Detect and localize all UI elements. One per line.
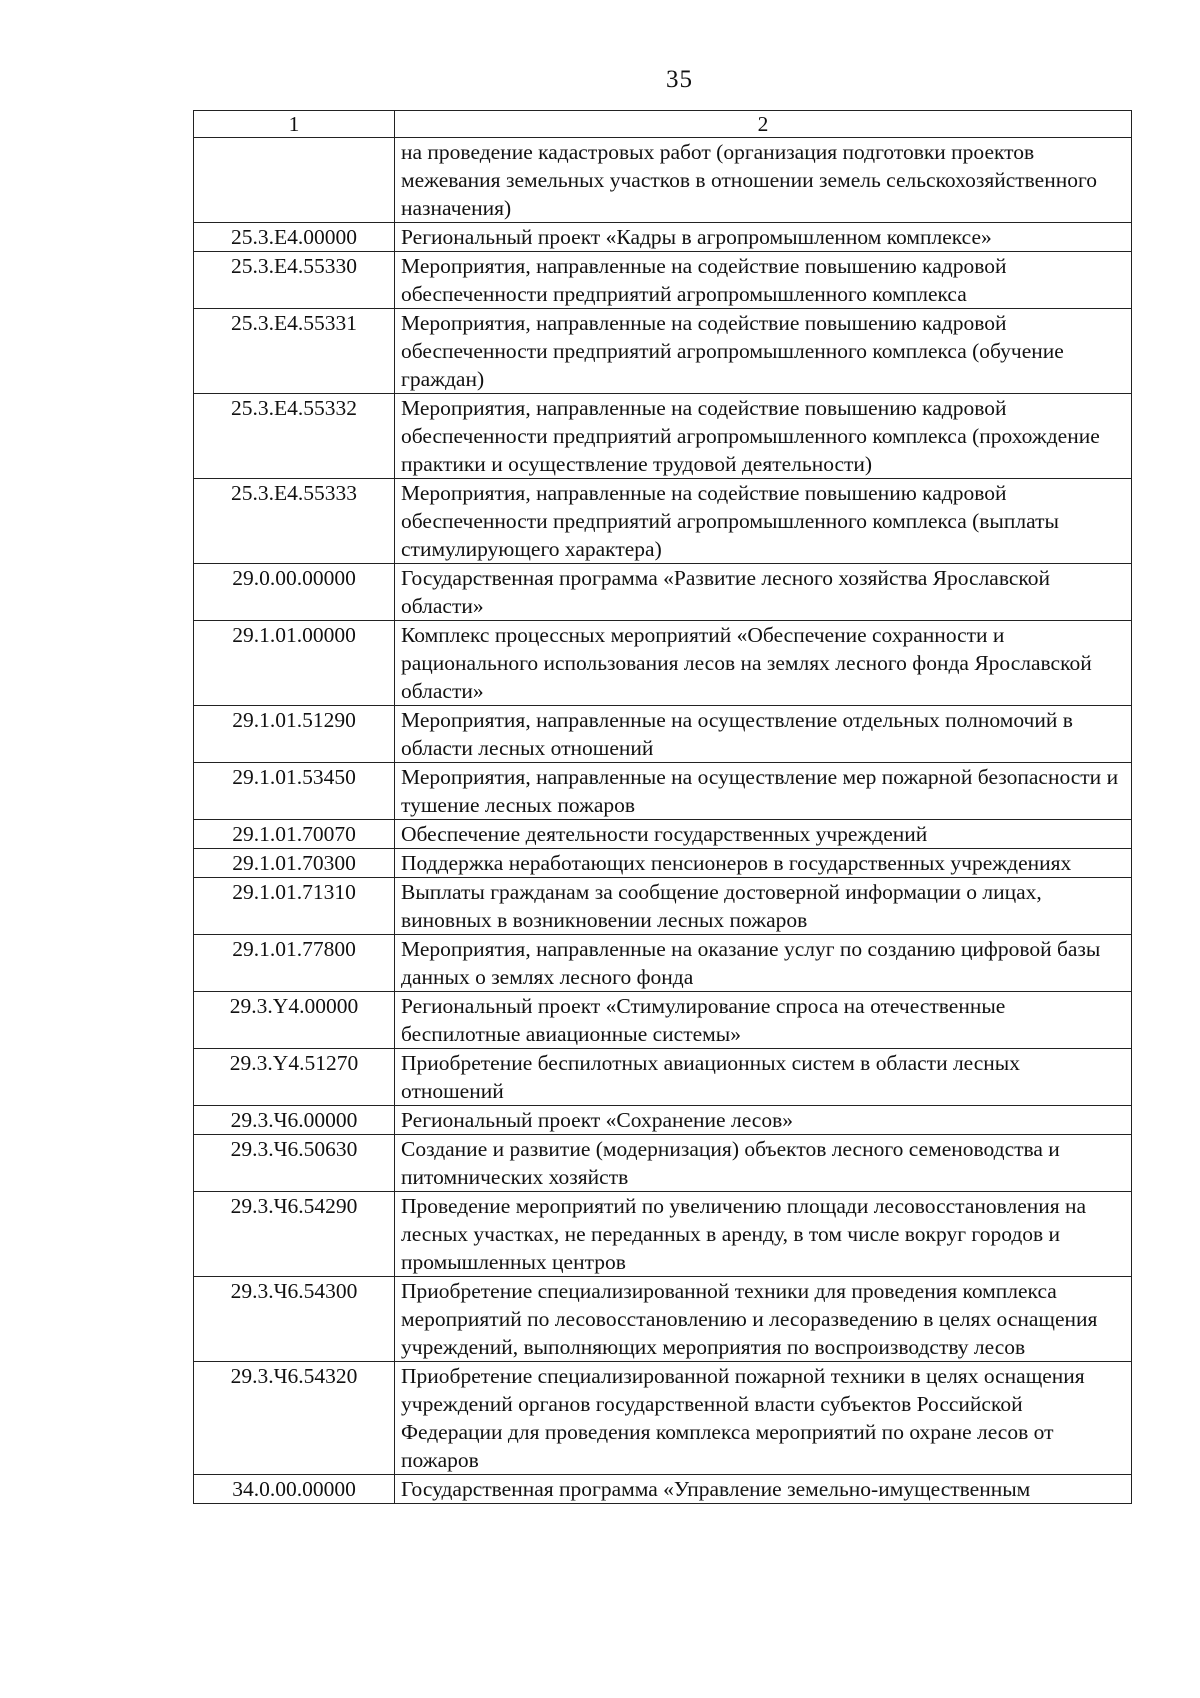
- target-code-cell: 29.1.01.51290: [194, 706, 395, 763]
- target-name-cell: Приобретение специализированной пожарной техники в целях оснащения учреждений органов государственной власти субъектов Российской Федерации для проведения комплекса мероприятий по охране лесов от пожаров: [395, 1362, 1132, 1475]
- table-body: [194, 138, 1132, 1504]
- target-code-cell: 29.3.Ч6.54300: [194, 1277, 395, 1362]
- table-row: [194, 1277, 1132, 1362]
- target-name-cell: Обеспечение деятельности государственных учреждений: [395, 820, 1132, 849]
- target-code-cell: 29.1.01.71310: [194, 878, 395, 935]
- table-row: [194, 706, 1132, 763]
- target-name-cell: Проведение мероприятий по увеличению площади лесовосстановления на лесных участках, не переданных в аренду, в том числе вокруг городов и промышленных центров: [395, 1192, 1132, 1277]
- page-number: 35: [666, 66, 693, 93]
- target-name-cell: на проведение кадастровых работ (организация подготовки проектов межевания земельных участков в отношении земель сельскохозяйственного назначения): [395, 138, 1132, 223]
- table-row: [194, 252, 1132, 309]
- target-name-cell: Региональный проект «Кадры в агропромышленном комплексе»: [395, 223, 1132, 252]
- table-row: [194, 621, 1132, 706]
- table-row: [194, 1475, 1132, 1504]
- column-header-1: 1: [194, 111, 395, 138]
- target-name-cell: Мероприятия, направленные на содействие повышению кадровой обеспеченности предприятий агропромышленного комплекса (прохождение практики и осуществление трудовой деятельности): [395, 394, 1132, 479]
- target-code-cell: 29.1.01.77800: [194, 935, 395, 992]
- target-code-cell: 29.3.Y4.00000: [194, 992, 395, 1049]
- target-name-cell: Региональный проект «Стимулирование спроса на отечественные беспилотные авиационные системы»: [395, 992, 1132, 1049]
- budget-classification-table: [193, 110, 1132, 1504]
- target-name-cell: Государственная программа «Управление земельно-имущественным: [395, 1475, 1132, 1504]
- table-row: [194, 1135, 1132, 1192]
- target-code-cell: 29.1.01.00000: [194, 621, 395, 706]
- target-code-cell: 25.3.Е4.55333: [194, 479, 395, 564]
- target-code-cell: 29.0.00.00000: [194, 564, 395, 621]
- table-row: [194, 849, 1132, 878]
- target-name-cell: Региональный проект «Сохранение лесов»: [395, 1106, 1132, 1135]
- target-code-cell: 29.3.Ч6.54320: [194, 1362, 395, 1475]
- target-code-cell: 25.3.Е4.55331: [194, 309, 395, 394]
- target-name-cell: Государственная программа «Развитие лесного хозяйства Ярославской области»: [395, 564, 1132, 621]
- target-name-cell: Мероприятия, направленные на содействие повышению кадровой обеспеченности предприятий агропромышленного комплекса: [395, 252, 1132, 309]
- table-row: [194, 564, 1132, 621]
- target-code-cell: 29.3.Y4.51270: [194, 1049, 395, 1106]
- target-code-cell: 29.1.01.53450: [194, 763, 395, 820]
- target-name-cell: Приобретение беспилотных авиационных систем в области лесных отношений: [395, 1049, 1132, 1106]
- target-code-cell: 25.3.Е4.55330: [194, 252, 395, 309]
- target-code-cell: [194, 138, 395, 223]
- target-name-cell: Приобретение специализированной техники для проведения комплекса мероприятий по лесовосстановлению и лесоразведению в целях оснащения учреждений, выполняющих мероприятия по воспроизводству лесов: [395, 1277, 1132, 1362]
- table-row: [194, 479, 1132, 564]
- target-name-cell: Комплекс процессных мероприятий «Обеспечение сохранности и рационального использования лесов на землях лесного фонда Ярославской области»: [395, 621, 1132, 706]
- target-code-cell: 29.1.01.70070: [194, 820, 395, 849]
- target-code-cell: 29.3.Ч6.00000: [194, 1106, 395, 1135]
- table-row: [194, 1049, 1132, 1106]
- target-code-cell: 25.3.Е4.55332: [194, 394, 395, 479]
- target-name-cell: Мероприятия, направленные на оказание услуг по созданию цифровой базы данных о землях лесного фонда: [395, 935, 1132, 992]
- target-name-cell: Мероприятия, направленные на осуществление отдельных полномочий в области лесных отношений: [395, 706, 1132, 763]
- table-row: [194, 1192, 1132, 1277]
- table-row: [194, 935, 1132, 992]
- table-header-row: [194, 111, 1132, 138]
- table-row: [194, 1362, 1132, 1475]
- target-code-cell: 25.3.Е4.00000: [194, 223, 395, 252]
- table-row: [194, 878, 1132, 935]
- table-row: [194, 394, 1132, 479]
- table-row: [194, 223, 1132, 252]
- table-row: [194, 138, 1132, 223]
- table-row: [194, 1106, 1132, 1135]
- target-code-cell: 29.1.01.70300: [194, 849, 395, 878]
- target-code-cell: 29.3.Ч6.50630: [194, 1135, 395, 1192]
- table-row: [194, 763, 1132, 820]
- column-header-2: 2: [395, 111, 1132, 138]
- table-row: [194, 992, 1132, 1049]
- target-name-cell: Выплаты гражданам за сообщение достоверной информации о лицах, виновных в возникновении лесных пожаров: [395, 878, 1132, 935]
- target-code-cell: 29.3.Ч6.54290: [194, 1192, 395, 1277]
- table-row: [194, 820, 1132, 849]
- target-name-cell: Мероприятия, направленные на содействие повышению кадровой обеспеченности предприятий агропромышленного комплекса (выплаты стимулирующего характера): [395, 479, 1132, 564]
- target-name-cell: Поддержка неработающих пенсионеров в государственных учреждениях: [395, 849, 1132, 878]
- target-name-cell: Мероприятия, направленные на осуществление мер пожарной безопасности и тушение лесных пожаров: [395, 763, 1132, 820]
- target-name-cell: Создание и развитие (модернизация) объектов лесного семеноводства и питомнических хозяйств: [395, 1135, 1132, 1192]
- table-row: [194, 309, 1132, 394]
- target-code-cell: 34.0.00.00000: [194, 1475, 395, 1504]
- target-name-cell: Мероприятия, направленные на содействие повышению кадровой обеспеченности предприятий агропромышленного комплекса (обучение граждан): [395, 309, 1132, 394]
